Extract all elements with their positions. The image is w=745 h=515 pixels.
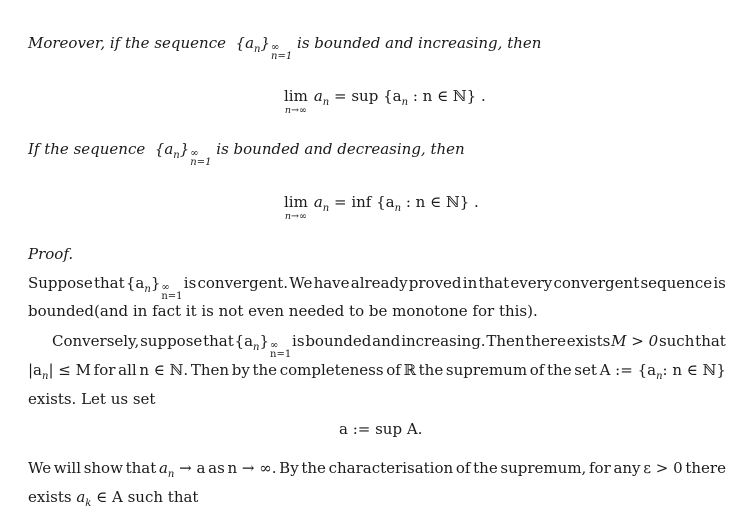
theorem-text: If the sequence [28, 140, 146, 158]
equation-lim-inf: lim n→∞ $a_n$ = inf {$a_n$ : n ∈ ℕ} . [284, 193, 479, 222]
proof-line-6: We will show that $a_n \to a$ as n → ∞. By the characterisation of the supremum, for any ε > 0 there [28, 459, 726, 480]
sequence-notation: $\{a_n\}$ ∞ n=1 [154, 140, 212, 168]
proof-heading: Proof. [28, 245, 74, 263]
theorem-text: is bounded and decreasing, then [216, 140, 465, 158]
equation-a-sup: a := sup A. [339, 420, 423, 438]
proof-line-7: exists $a_k$ ∈ A such that [28, 488, 199, 509]
sequence-notation: $\{a_n\}$ ∞ n=1 [235, 34, 293, 62]
sequence-notation: $\{a_n\}$ ∞ n=1 [234, 332, 292, 360]
proof-line-1: Suppose that $\{a_n\}$ ∞ n=1 is convergent. We have already proved in that every convergent sequence is [28, 274, 726, 302]
proof-line-5: exists. Let us set [28, 390, 156, 408]
theorem-text: is bounded and increasing, then [297, 34, 542, 52]
sequence-notation: $\{a_n\}$ ∞ n=1 [125, 274, 183, 302]
theorem-line-increasing [28, 33, 541, 61]
theorem-text: Moreover, if the sequence [28, 34, 226, 52]
theorem-line-decreasing [28, 139, 465, 167]
proof-line-3: Conversely, suppose that $\{a_n\}$ ∞ n=1 is bounded and increasing. Then there exists M > 0 such that [52, 332, 726, 360]
proof-line-4: $|a_n| \le M$ for all n ∈ ℕ. Then by the completeness of ℝ the supremum of the set A := {$a_n$: n ∈ ℕ} [28, 361, 726, 382]
proof-line-2: bounded(and in fact it is not even needed to be monotone for this). [28, 302, 538, 320]
equation-lim-sup: lim n→∞ $a_n$ = sup {$a_n$ : n ∈ ℕ} . [284, 87, 486, 116]
